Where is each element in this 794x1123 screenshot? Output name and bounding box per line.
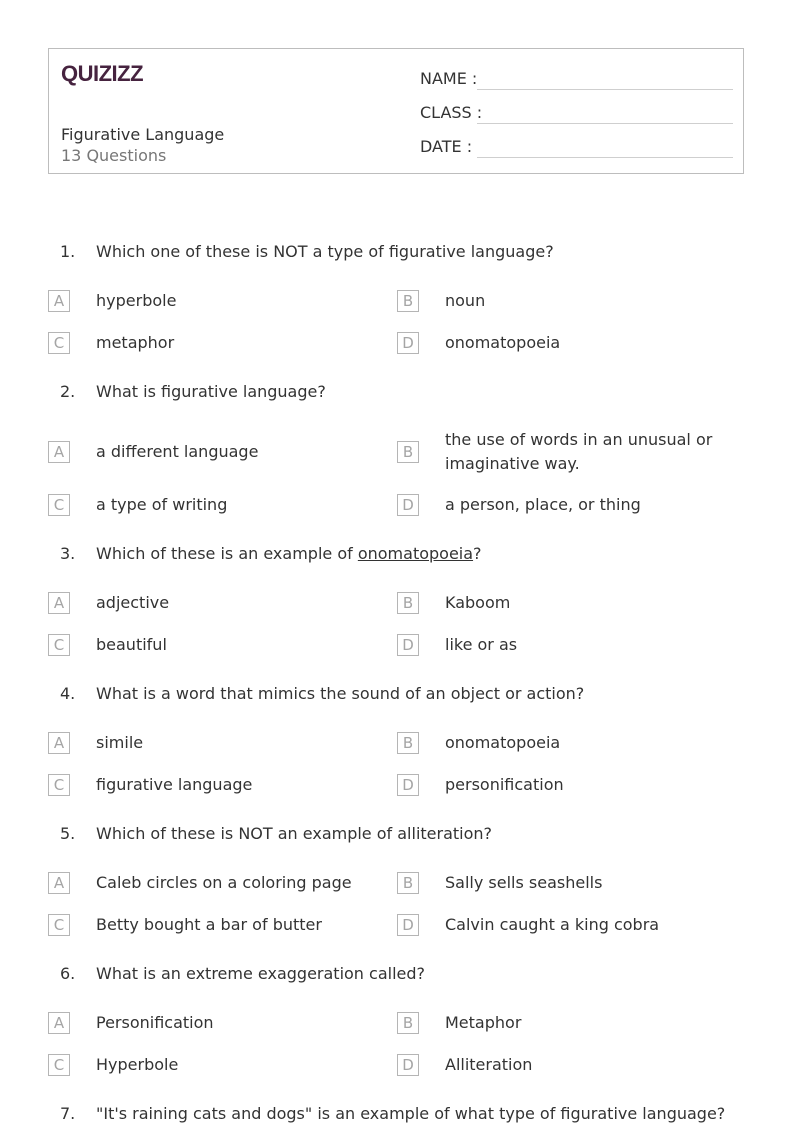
option-box-b[interactable]: B	[397, 592, 419, 614]
option-box-d[interactable]: D	[397, 332, 419, 354]
option-text: noun	[445, 291, 486, 310]
option-box-a[interactable]: A	[48, 441, 70, 463]
date-field[interactable]	[477, 157, 733, 158]
class-field[interactable]	[477, 123, 733, 124]
option-box-b[interactable]: B	[397, 872, 419, 894]
option-box-d[interactable]: D	[397, 1054, 419, 1076]
option-text: a different language	[96, 442, 259, 461]
option-text: simile	[96, 733, 144, 752]
option-text: metaphor	[96, 333, 175, 352]
underlined-term: onomatopoeia	[357, 544, 474, 563]
option-box-a[interactable]: A	[48, 872, 70, 894]
option-box-b[interactable]: B	[397, 1012, 419, 1034]
question-number: 4.	[60, 684, 76, 703]
date-label: DATE :	[420, 137, 473, 156]
option-box-d[interactable]: D	[397, 914, 419, 936]
question-text: "It's raining cats and dogs" is an example of what type of figurative language?	[96, 1104, 726, 1123]
quizizz-logo	[61, 59, 153, 87]
svg-text:QUIZIZZ: QUIZIZZ	[61, 61, 144, 86]
option-text: adjective	[96, 593, 170, 612]
option-text: a type of writing	[96, 495, 228, 514]
option-box-b[interactable]: B	[397, 290, 419, 312]
name-field[interactable]	[477, 89, 733, 90]
option-box-d[interactable]: D	[397, 494, 419, 516]
option-text: onomatopoeia	[445, 733, 561, 752]
question-text: What is a word that mimics the sound of an object or action?	[96, 684, 585, 703]
option-box-a[interactable]: A	[48, 1012, 70, 1034]
question-number: 7.	[60, 1104, 76, 1123]
option-box-a[interactable]: A	[48, 592, 70, 614]
option-box-c[interactable]: C	[48, 494, 70, 516]
question-count: 13 Questions	[61, 146, 167, 165]
option-box-b[interactable]: B	[397, 441, 419, 463]
worksheet-header	[48, 48, 744, 174]
option-text: Alliteration	[445, 1055, 533, 1074]
question-number: 3.	[60, 544, 76, 563]
option-text: Sally sells seashells	[445, 873, 603, 892]
question-text: What is figurative language?	[96, 382, 326, 401]
option-box-a[interactable]: A	[48, 290, 70, 312]
option-box-c[interactable]: C	[48, 914, 70, 936]
question-text: Which one of these is NOT a type of figurative language?	[96, 242, 554, 261]
option-box-c[interactable]: C	[48, 1054, 70, 1076]
question-number: 2.	[60, 382, 76, 401]
name-label: NAME :	[420, 69, 478, 88]
option-text: the use of words in an unusual or imaginative way.	[445, 430, 713, 473]
option-text: hyperbole	[96, 291, 177, 310]
option-text: figurative language	[96, 775, 253, 794]
option-text: personification	[445, 775, 564, 794]
option-box-a[interactable]: A	[48, 732, 70, 754]
option-box-d[interactable]: D	[397, 774, 419, 796]
option-text: Personification	[96, 1013, 214, 1032]
option-text: beautiful	[96, 635, 167, 654]
option-box-d[interactable]: D	[397, 634, 419, 656]
option-text: onomatopoeia	[445, 333, 561, 352]
option-box-c[interactable]: C	[48, 774, 70, 796]
option-text: a person, place, or thing	[445, 495, 641, 514]
option-box-c[interactable]: C	[48, 634, 70, 656]
option-text: Betty bought a bar of butter	[96, 915, 322, 934]
question-number: 5.	[60, 824, 76, 843]
quiz-title: Figurative Language	[61, 125, 225, 144]
question-number: 6.	[60, 964, 76, 983]
question-text: Which of these is NOT an example of alliteration?	[96, 824, 493, 843]
option-box-b[interactable]: B	[397, 732, 419, 754]
question-text: Which of these is an example of onomatopoeia?	[96, 544, 482, 563]
option-text: Caleb circles on a coloring page	[96, 873, 352, 892]
option-text: like or as	[445, 635, 518, 654]
question-text: What is an extreme exaggeration called?	[96, 964, 426, 983]
option-box-c[interactable]: C	[48, 332, 70, 354]
option-text: Hyperbole	[96, 1055, 179, 1074]
option-text: Calvin caught a king cobra	[445, 915, 660, 934]
option-text: Metaphor	[445, 1013, 522, 1032]
class-label: CLASS :	[420, 103, 483, 122]
option-text: Kaboom	[445, 593, 511, 612]
question-number: 1.	[60, 242, 76, 261]
